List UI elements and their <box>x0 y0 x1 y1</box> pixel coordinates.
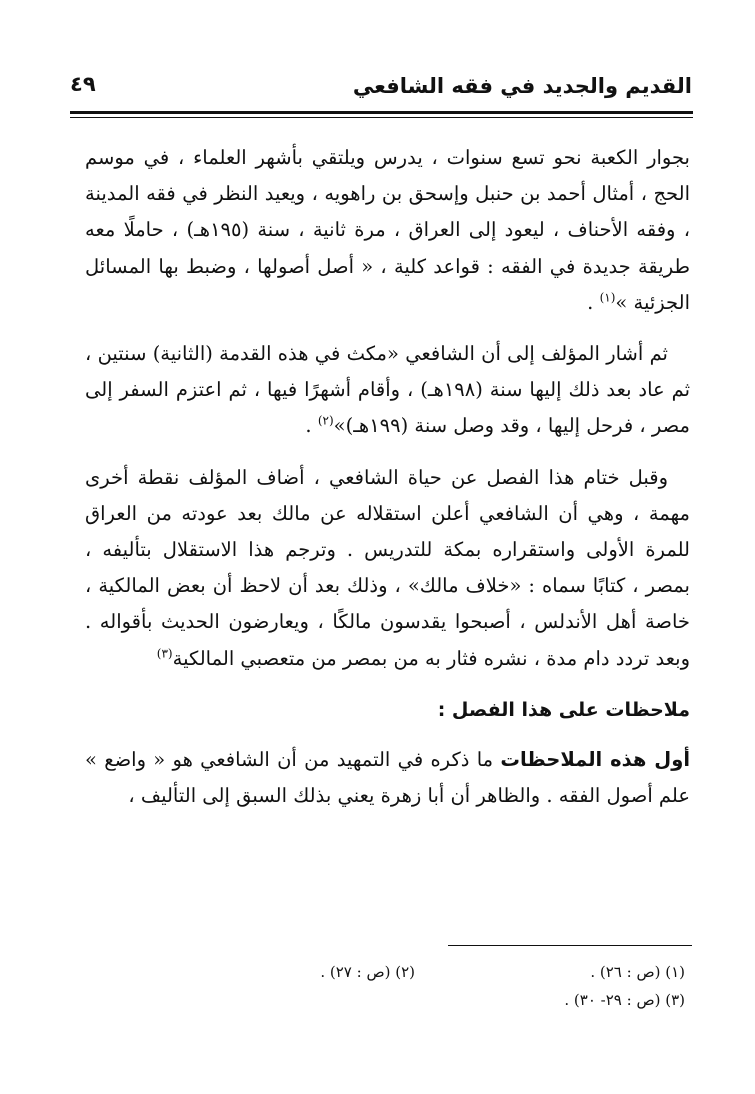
paragraph-3 <box>85 460 690 677</box>
footnotes <box>85 958 685 1014</box>
footnote-ref-3: (٣) <box>156 646 173 661</box>
footnote-3: (٣) (ص : ٢٩- ٣٠) . <box>564 991 685 1009</box>
footnote-separator <box>448 945 692 946</box>
paragraph-4 <box>85 742 690 814</box>
footnote-2: (٢) (ص : ٢٧) . <box>320 963 415 981</box>
footnote-row-2 <box>85 986 685 1014</box>
paragraph-2-end: . <box>305 414 318 438</box>
paragraph-4-text: ما ذكره في التمهيد من أن الشافعي هو « واضع » علم أصول الفقه . والظاهر أن أبا زهرة يعني بذلك السبق إلى التأليف ، <box>85 748 690 808</box>
paragraph-1-text: بجوار الكعبة نحو تسع سنوات ، يدرس ويلتقي بأشهر العلماء ، في موسم الحج ، أمثال أحمد بن حنبل وإسحق بن راهويه ، ويعيد النظر في فقه المدينة ، وفقه الأحناف ، ليعود إلى العراق ، مرة ثانية ، سنة (١٩٥هـ) ، حاملًا معه طريقة جديدة في الفقه : قواعد كلية ، « أصل أصولها ، وضبط بها المسائل الجزئية » <box>85 146 690 314</box>
page-number: ٤٩ <box>70 72 96 96</box>
paragraph-4-lead: أول هذه الملاحظات <box>500 748 690 772</box>
footnote-row-1 <box>85 958 685 986</box>
section-heading: ملاحظات على هذا الفصل : <box>437 698 690 721</box>
running-title: القديم والجديد في فقه الشافعي <box>352 74 692 98</box>
header-rule-thick <box>70 111 693 114</box>
paragraph-1 <box>85 140 690 321</box>
paragraph-2 <box>85 336 690 445</box>
main-text <box>85 140 690 829</box>
footnote-ref-2: (٢) <box>317 413 334 428</box>
page-header <box>70 62 692 108</box>
footnote-1: (١) (ص : ٢٦) . <box>590 963 685 981</box>
paragraph-3-text: وقبل ختام هذا الفصل عن حياة الشافعي ، أضاف المؤلف نقطة أخرى مهمة ، وهي أن الشافعي أعلن استقلاله عن مالك بعد عودته من العراق للمرة الأولى واستقراره بمكة للتدريس . وترجم هذا الاستقلال بتأليفه ، بمصر ، كتابًا سماه : «خلاف مالك» ، وذلك بعد أن لاحظ أن بعض المالكية ، خاصة أهل الأندلس ، أصبحوا يقدسون مالكًا ، ويعارضون الحديث بأقواله . وبعد تردد دام مدة ، نشره فثار به من بمصر من متعصبي المالكية <box>85 465 690 670</box>
header-rule-thin <box>70 117 693 118</box>
footnote-ref-1: (١) <box>599 290 616 305</box>
paragraph-1-end: . <box>587 290 600 314</box>
paragraph-2-text: ثم أشار المؤلف إلى أن الشافعي «مكث في هذه القدمة (الثانية) سنتين ، ثم عاد بعد ذلك إليها سنة (١٩٨هـ) ، وأقام أشهرًا فيها ، ثم اعتزم السفر إلى مصر ، فرحل إليها ، وقد وصل سنة (١٩٩هـ)» <box>85 342 690 438</box>
